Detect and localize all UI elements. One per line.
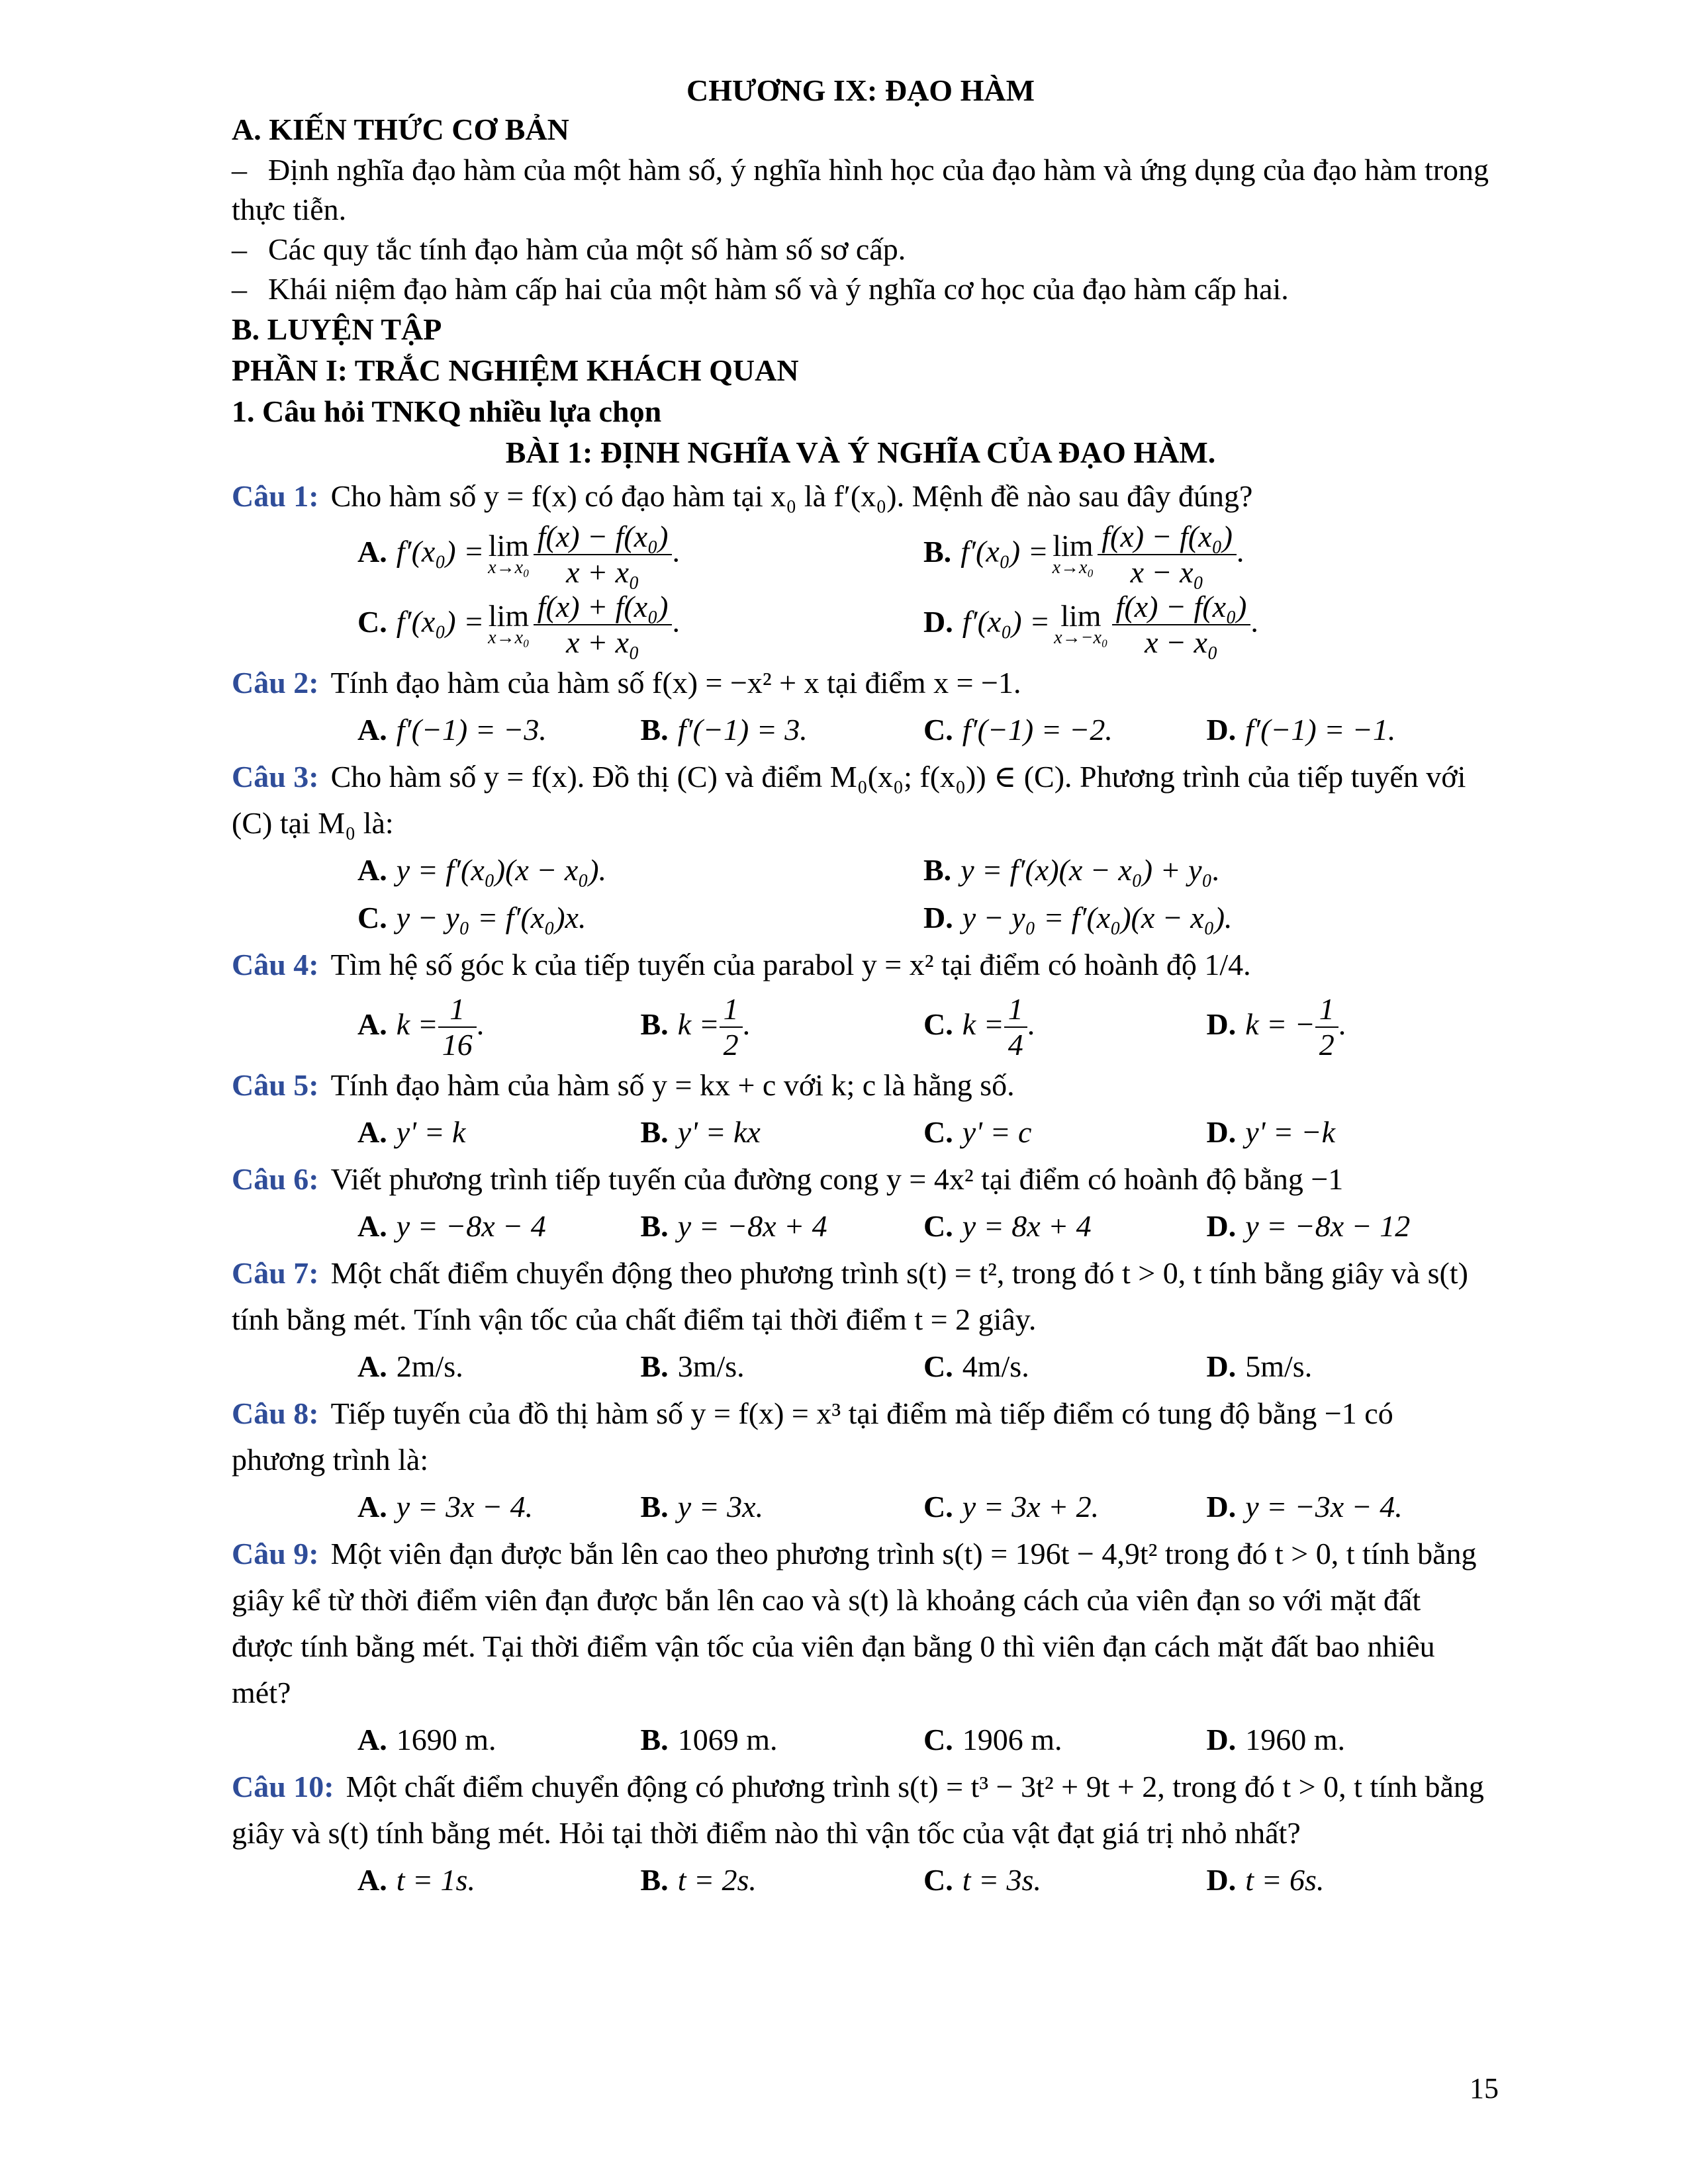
question-9-options [232,1716,1489,1764]
question-text: Cho hàm số y = f(x). Đồ thị (C) và điểm M₀(x₀; f(x₀)) ∈ (C). Phương trình của tiếp tuyến với (C) tại M₀ là: [232,760,1466,840]
question-label: Câu 9: [232,1537,319,1571]
page-number: 15 [1470,2072,1499,2105]
option-d: D. y − y₀ = f′(x₀)(x − x₀). [923,901,1233,934]
question-9 [232,1531,1489,1716]
question-text: Tiếp tuyến của đồ thị hàm số y = f(x) = x³ tại điểm mà tiếp điểm có tung độ bằng −1 có phương trình là: [232,1396,1393,1477]
option-c: C. y − y₀ = f′(x₀)x. [357,901,586,934]
question-6 [232,1156,1489,1203]
question-6-options [232,1203,1489,1250]
question-label: Câu 7: [232,1256,319,1291]
document-page [232,73,1489,1904]
question-3-options [232,846,1489,894]
question-7 [232,1250,1489,1343]
bullet-dash: – [232,153,247,187]
question-4-options [232,988,1489,1062]
option-d: D. t = 6s. [1206,1863,1325,1897]
question-text: Tính đạo hàm của hàm số f(x) = −x² + x tại điểm x = −1. [330,666,1021,700]
bullet-item: – Khái niệm đạo hàm cấp hai của một hàm số và ý nghĩa cơ học của đạo hàm cấp hai. [232,269,1489,309]
question-label: Câu 2: [232,666,319,700]
bullet-dash: – [232,272,247,306]
question-label: Câu 10: [232,1770,334,1804]
question-4 [232,942,1489,988]
bullet-item: – Các quy tắc tính đạo hàm của một số hàm số sơ cấp. [232,230,1489,269]
question-text: Viết phương trình tiếp tuyến của đường cong y = 4x² tại điểm có hoành độ bằng −1 [330,1162,1344,1197]
option-b: B. y = −8x + 4 [640,1209,827,1244]
question-8-options [232,1483,1489,1531]
question-2-options [232,706,1489,754]
option-c: C. f′(−1) = −2. [923,713,1113,747]
option-c: C. t = 3s. [923,1863,1041,1897]
question-10-options [232,1856,1489,1904]
option-a: A. k = $\frac{1}{16}$ . [357,992,485,1062]
question-1-options-row2 [232,590,1489,660]
question-label: Câu 1: [232,479,319,513]
section-a-heading: A. KIẾN THỨC CƠ BẢN [232,113,569,146]
option-c: C. y = 3x + 2. [923,1490,1100,1524]
question-text: Một viên đạn được bắn lên cao theo phương trình s(t) = 196t − 4,9t² trong đó t > 0, t tính bằng giây kể từ thời điểm viên đạn được bắn lên cao và s(t) là khoảng cách của viên đạn so với mặt đất được tính bằng mét. Tại thời điểm vận tốc của viên đạn bằng 0 thì viên đạn cách mặt đất bao nhiêu mét? [232,1537,1477,1710]
option-a: A. f′(x₀) = lim x→x₀ $\frac{\text{f(x) − f(x₀)}}{\text{x + x₀}}$ . [357,520,680,589]
question-8 [232,1390,1489,1483]
part-heading: PHẦN I: TRẮC NGHIỆM KHÁCH QUAN [232,353,799,387]
option-a: A. 2m/s. [357,1349,463,1384]
option-b: B. y = 3x. [640,1490,764,1524]
option-a: A. y = f′(x₀)(x − x₀). [357,853,607,887]
question-5 [232,1062,1489,1109]
option-b: B. y = f′(x)(x − x₀) + y₀. [923,853,1220,887]
question-5-options [232,1109,1489,1156]
option-c: C. 1906 m. [923,1723,1062,1757]
question-2 [232,660,1489,706]
question-1 [232,473,1489,520]
option-b: B. y' = kx [640,1115,761,1150]
question-3-options-row2 [232,894,1489,942]
option-a: A. t = 1s. [357,1863,475,1897]
lesson-title: BÀI 1: ĐỊNH NGHĨA VÀ Ý NGHĨA CỦA ĐẠO HÀM. [505,435,1216,469]
option-b: B. 3m/s. [640,1349,745,1384]
question-label: Câu 5: [232,1068,319,1103]
option-a: A. y = 3x − 4. [357,1490,534,1524]
option-b: B. f′(−1) = 3. [640,713,808,747]
option-d: D. y' = −k [1206,1115,1335,1150]
question-text: Một chất điểm chuyển động có phương trình s(t) = t³ − 3t² + 9t + 2, trong đó t > 0, t tính bằng giây và s(t) tính bằng mét. Hỏi tại thời điểm nào thì vận tốc của vật đạt giá trị nhỏ nhất? [232,1770,1484,1850]
option-d: D. f′(x₀) = lim x→−x₀ $\frac{\text{f(x) − f(x₀)}}{\text{x − x₀}}$ . [923,590,1258,659]
option-a: A. y' = k [357,1115,466,1150]
question-text: Cho hàm số y = f(x) có đạo hàm tại x₀ là f′(x₀). Mệnh đề nào sau đây đúng? [330,479,1253,513]
option-c: C. y = 8x + 4 [923,1209,1092,1244]
option-d: D. y = −8x − 12 [1206,1209,1411,1244]
question-10 [232,1764,1489,1856]
section-b-heading: B. LUYỆN TẬP [232,312,442,346]
option-b: B. f′(x₀) = lim x→x₀ $\frac{\text{f(x) − f(x₀)}}{\text{x − x₀}}$ . [923,520,1244,589]
question-7-options [232,1343,1489,1390]
question-text: Một chất điểm chuyển động theo phương trình s(t) = t², trong đó t > 0, t tính bằng giây và s(t) tính bằng mét. Tính vận tốc của chất điểm tại thời điểm t = 2 giây. [232,1256,1468,1337]
option-a: A. y = −8x − 4 [357,1209,546,1244]
question-label: Câu 3: [232,760,319,794]
option-b: B. t = 2s. [640,1863,757,1897]
question-text: Tìm hệ số góc k của tiếp tuyến của parabol y = x² tại điểm có hoành độ 1/4. [330,948,1251,981]
option-b: B. k = $\frac{1}{2}$ . [640,992,751,1062]
chapter-title: CHƯƠNG IX: ĐẠO HÀM [686,73,1035,107]
question-label: Câu 8: [232,1396,319,1431]
question-3 [232,754,1489,846]
option-c: C. 4m/s. [923,1349,1029,1384]
bullet-dash: – [232,232,247,266]
option-a: A. f′(−1) = −3. [357,713,547,747]
option-d: D. y = −3x − 4. [1206,1490,1403,1524]
question-1-options [232,520,1489,590]
option-a: A. 1690 m. [357,1723,496,1757]
subsection-heading: 1. Câu hỏi TNKQ nhiều lựa chọn [232,394,662,428]
option-d: D. 1960 m. [1206,1723,1346,1757]
bullet-item: – Định nghĩa đạo hàm của một hàm số, ý nghĩa hình học của đạo hàm và ứng dụng của đạo hàm trong thực tiễn. [232,150,1489,230]
option-c: C. k = $\frac{1}{4}$ . [923,992,1035,1062]
option-d: D. 5m/s. [1206,1349,1313,1384]
question-label: Câu 4: [232,948,319,981]
question-label: Câu 6: [232,1162,319,1197]
option-b: B. 1069 m. [640,1723,778,1757]
option-c: C. f′(x₀) = lim x→x₀ $\frac{\text{f(x) + f(x₀)}}{\text{x + x₀}}$ . [357,590,680,659]
option-c: C. y' = c [923,1115,1032,1150]
option-d: D. f′(−1) = −1. [1206,713,1396,747]
question-text: Tính đạo hàm của hàm số y = kx + c với k; c là hằng số. [330,1068,1015,1103]
option-d: D. k = − $\frac{1}{2}$ . [1206,992,1346,1062]
